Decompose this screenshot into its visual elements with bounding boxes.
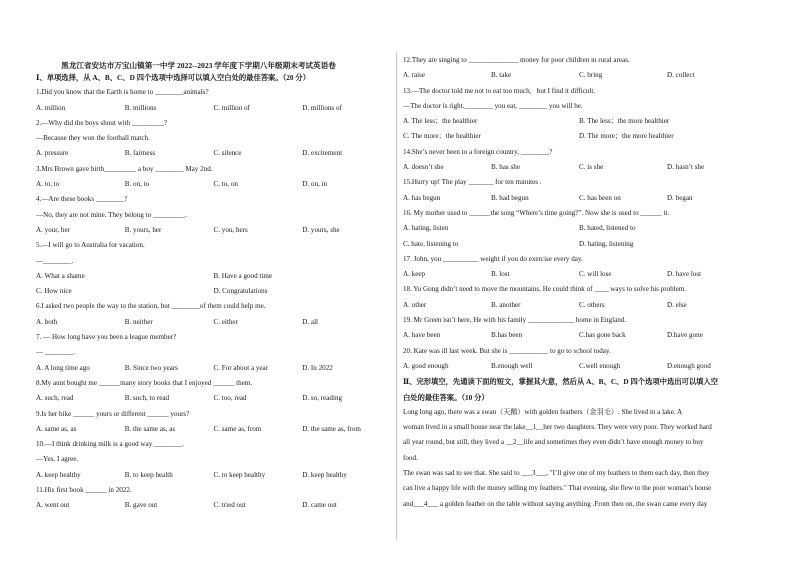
question-text: —No, they are not mine. They belong to _________. bbox=[36, 210, 187, 219]
option-choice[interactable]: A. A long time ago bbox=[36, 363, 90, 372]
question-text: 4.—Are these books ________? bbox=[36, 195, 128, 204]
question-text: 19. Mr Green isn’t here, He with his family _____________ home in England. bbox=[403, 316, 627, 325]
options-row bbox=[36, 318, 391, 327]
option-choice[interactable]: D. The more；the more healthier bbox=[579, 132, 674, 141]
option-choice[interactable]: C. tried out bbox=[213, 501, 246, 510]
option-choice[interactable]: B. gave out bbox=[124, 501, 158, 510]
option-choice[interactable]: A. your, her bbox=[36, 225, 70, 234]
options-row bbox=[403, 224, 755, 233]
options-row bbox=[403, 117, 755, 126]
option-choice[interactable]: A. hating, listen bbox=[403, 224, 449, 233]
option-choice[interactable]: B. had begun bbox=[491, 193, 529, 202]
option-choice[interactable]: D. the same as, from bbox=[302, 424, 361, 433]
option-choice[interactable]: B. Since two years bbox=[124, 363, 178, 372]
section-1-heading: Ⅰ、单项选择，从 A、B、C、D 四个选项中选择可以填入空白处的最佳答案。（20 分） bbox=[36, 73, 311, 82]
options-row bbox=[403, 132, 755, 141]
option-choice[interactable]: C. either bbox=[213, 317, 238, 326]
option-choice[interactable]: B. another bbox=[491, 300, 521, 309]
option-choice[interactable]: D. all bbox=[302, 317, 319, 326]
option-choice[interactable]: C. to keep healthy bbox=[213, 470, 266, 479]
option-choice[interactable]: D. excitement bbox=[302, 149, 343, 158]
option-choice[interactable]: D. collect bbox=[667, 71, 695, 80]
question-text: 20. Kate was ill last week. But she is ___________ to go to school today. bbox=[403, 346, 611, 355]
question-text: 2.—Why did the boys shout with _________? bbox=[36, 118, 168, 127]
option-choice[interactable]: D.have gone bbox=[667, 331, 703, 340]
option-choice[interactable]: C. silence bbox=[213, 149, 242, 158]
passage-line: and___4___ a golden feather on the table without saying anything .From then on, the swan came every day bbox=[403, 499, 708, 508]
option-choice[interactable]: D. hating, listening bbox=[579, 239, 634, 248]
question-text: 8.My aunt bought me ______many story books that I enjoyed ______ them. bbox=[36, 378, 253, 387]
option-choice[interactable]: A. The less；the healthier bbox=[403, 117, 478, 126]
option-choice[interactable]: C. same as, from bbox=[213, 424, 262, 433]
option-choice[interactable]: C. bring bbox=[579, 71, 603, 80]
option-choice[interactable]: D. hasn’t she bbox=[667, 163, 705, 172]
options-row bbox=[403, 71, 755, 80]
options-row bbox=[403, 194, 755, 203]
option-choice[interactable]: A. same as, as bbox=[36, 424, 77, 433]
passage-line: The swan was sad to see that. She said to ___3___, "I’ll give one of my feathers to them each day, then they bbox=[403, 469, 710, 478]
option-choice[interactable]: D. In 2022 bbox=[302, 363, 333, 372]
options-row bbox=[403, 163, 755, 172]
option-choice[interactable]: A. good enough bbox=[403, 361, 449, 370]
option-choice[interactable]: C. How nice bbox=[36, 287, 72, 296]
option-choice[interactable]: B.enough well bbox=[491, 361, 533, 370]
options-row bbox=[403, 301, 755, 310]
option-choice[interactable]: B. such, to read bbox=[124, 394, 170, 403]
question-text: 1.Did you know that the Earth is home to ________animals? bbox=[36, 88, 209, 97]
passage-line: can live a happy life with the money selling my feathers." That evening, she flew to the poor woman’s house bbox=[403, 484, 712, 493]
question-text: 7. — How long have you been a league member? bbox=[36, 333, 177, 342]
options-row bbox=[36, 104, 391, 113]
option-choice[interactable]: B. lost bbox=[491, 270, 510, 279]
options-row bbox=[36, 425, 391, 434]
question-text: —Because they won the football match. bbox=[36, 134, 150, 143]
option-choice[interactable]: B.has been bbox=[491, 331, 523, 340]
options-row bbox=[403, 331, 755, 340]
option-choice[interactable]: A. million bbox=[36, 103, 66, 112]
question-text: —The doctor is right.________ you eat, ________ you will be. bbox=[403, 101, 583, 110]
option-choice[interactable]: C. to, on bbox=[213, 180, 238, 189]
options-row bbox=[36, 471, 391, 480]
options-row bbox=[36, 226, 391, 235]
option-choice[interactable]: D. on, in bbox=[302, 180, 328, 189]
option-choice[interactable]: B. the same as, as bbox=[124, 424, 176, 433]
option-choice[interactable]: B. has she bbox=[491, 163, 520, 172]
section-2-heading: 白处的最佳答案。（10 分） bbox=[403, 392, 489, 402]
option-choice[interactable]: A. both bbox=[36, 317, 58, 326]
option-choice[interactable]: D. yours, she bbox=[302, 225, 340, 234]
option-choice[interactable]: B. on, to bbox=[124, 180, 150, 189]
option-choice[interactable]: C. The more；the healthier bbox=[403, 132, 481, 141]
question-text: 18. Yu Gong didn’t need to move the mountains, He could think of ____ ways to solve his problem. bbox=[403, 285, 687, 294]
question-text: 16. My mother used to ______the song “Where’s time going?”. Now she is used to ______ it. bbox=[403, 208, 670, 217]
option-choice[interactable]: D. have lost bbox=[667, 270, 702, 279]
option-choice[interactable]: A. raise bbox=[403, 71, 426, 80]
question-text: 6.I asked two people the way to the station, but ________of them could help me. bbox=[36, 302, 266, 311]
option-choice[interactable]: D. came out bbox=[302, 501, 337, 510]
section-2-heading: Ⅱ、完形填空，先通读下面的短文，掌握其大意，然后从 A、B、C、D 四个选项中选出可以填入空 bbox=[403, 377, 719, 387]
question-text: 12.They are singing to ______________ money for poor children in rural areas. bbox=[403, 56, 630, 64]
option-choice[interactable]: C. will lose bbox=[579, 270, 612, 279]
passage-line: Long long ago, there was a swan（天鹅）with golden feathers（金羽毛）. She lived in a lake. A bbox=[403, 407, 683, 416]
option-choice[interactable]: A. pressure bbox=[36, 149, 69, 158]
option-choice[interactable]: C. others bbox=[579, 300, 605, 309]
option-choice[interactable]: C.has gone back bbox=[579, 331, 626, 340]
options-row bbox=[36, 180, 391, 189]
option-choice[interactable]: A. keep bbox=[403, 270, 426, 279]
option-choice[interactable]: D. keep healthy bbox=[302, 470, 347, 479]
page-title: 黑龙江省安达市万宝山镇第一中学 2022--2023 学年度下学期八年级期末考试英语卷 bbox=[61, 61, 336, 70]
question-text: —Yes, I agree. bbox=[36, 455, 79, 464]
question-text: 5.—I will go to Australia for vacation. bbox=[36, 241, 145, 250]
options-row bbox=[403, 270, 755, 279]
passage-line: all year round, but still, they lived a __2__life and sometimes they even didn’t have enough money to buy bbox=[403, 438, 704, 447]
question-text: —________. bbox=[36, 256, 74, 265]
option-choice[interactable]: A. other bbox=[403, 300, 427, 309]
option-choice[interactable]: B. hated, listened to bbox=[579, 224, 636, 233]
option-choice[interactable]: B. neither bbox=[124, 317, 153, 326]
right-column bbox=[403, 56, 755, 509]
question-text: 9.Is her bike ______ yours or different ______ yours? bbox=[36, 409, 190, 418]
option-choice[interactable]: A. What a shame bbox=[36, 271, 85, 280]
option-choice[interactable]: D. so, reading bbox=[302, 394, 343, 403]
option-choice[interactable]: A. such, read bbox=[36, 394, 74, 403]
option-choice[interactable]: B. Have a good time bbox=[213, 271, 273, 280]
options-row bbox=[36, 364, 391, 373]
option-choice[interactable]: A. went out bbox=[36, 501, 70, 510]
passage-line: woman lived in a small house near the lake__1__her two daughters. They were very poor. They worked hard bbox=[403, 423, 712, 432]
options-row bbox=[36, 149, 391, 158]
option-choice[interactable]: C.well enough bbox=[579, 361, 621, 370]
option-choice[interactable]: C. million of bbox=[213, 103, 250, 112]
options-row bbox=[403, 362, 755, 371]
option-choice[interactable]: A. doesn’t she bbox=[403, 163, 444, 172]
question-text: 13.—The doctor told me not to eat too much，but I find it difficult. bbox=[403, 86, 596, 95]
question-text: 10.—I think drinking milk is a good way ________. bbox=[36, 440, 185, 449]
question-text: 17. John, you __________ weight if you do exercise every day. bbox=[403, 254, 583, 263]
option-choice[interactable]: C. too, read bbox=[213, 394, 247, 403]
question-text: 3.Mrs Brown gave birth_________ a boy ________ May 2nd. bbox=[36, 164, 213, 173]
option-choice[interactable]: C. is she bbox=[579, 163, 604, 172]
option-choice[interactable]: C. has been on bbox=[579, 193, 621, 202]
option-choice[interactable]: A. keep healthy bbox=[36, 470, 81, 479]
options-row bbox=[36, 272, 391, 281]
option-choice[interactable]: B. to keep health bbox=[124, 470, 173, 479]
option-choice[interactable]: D.enough good bbox=[667, 361, 711, 370]
option-choice[interactable]: C. For about a year bbox=[213, 363, 269, 372]
option-choice[interactable]: B. The less；the more healthier bbox=[579, 117, 670, 126]
option-choice[interactable]: A. has begun bbox=[403, 193, 441, 202]
options-row bbox=[36, 501, 391, 510]
option-choice[interactable]: A. have been bbox=[403, 331, 441, 340]
question-text: 11.His first book ______ in 2022. bbox=[36, 486, 132, 495]
option-choice[interactable]: D. Congratulations bbox=[213, 287, 268, 296]
options-row bbox=[403, 240, 755, 249]
option-choice[interactable]: C. hate, listening to bbox=[403, 239, 459, 248]
option-choice[interactable]: D. began bbox=[667, 193, 693, 202]
option-choice[interactable]: B. fairness bbox=[124, 149, 156, 158]
column-divider bbox=[396, 52, 397, 540]
options-row bbox=[36, 287, 391, 296]
option-choice[interactable]: D. else bbox=[667, 300, 687, 309]
options-row bbox=[36, 394, 391, 403]
option-choice[interactable]: A. to, to bbox=[36, 180, 60, 189]
passage-line: food. bbox=[403, 453, 418, 462]
option-choice[interactable]: D. millions of bbox=[302, 103, 342, 112]
option-choice[interactable]: B. yours, her bbox=[124, 225, 162, 234]
option-choice[interactable]: B. millions bbox=[124, 103, 157, 112]
question-text: — ________. bbox=[36, 348, 76, 357]
question-text: 14.She’s never been to a foreign country, ________? bbox=[403, 147, 553, 156]
question-text: 15.Hurry up! The play _______ for ten minutes . bbox=[403, 178, 542, 187]
option-choice[interactable]: C. you, hers bbox=[213, 225, 248, 234]
option-choice[interactable]: B. take bbox=[491, 71, 512, 80]
left-column bbox=[36, 73, 391, 510]
